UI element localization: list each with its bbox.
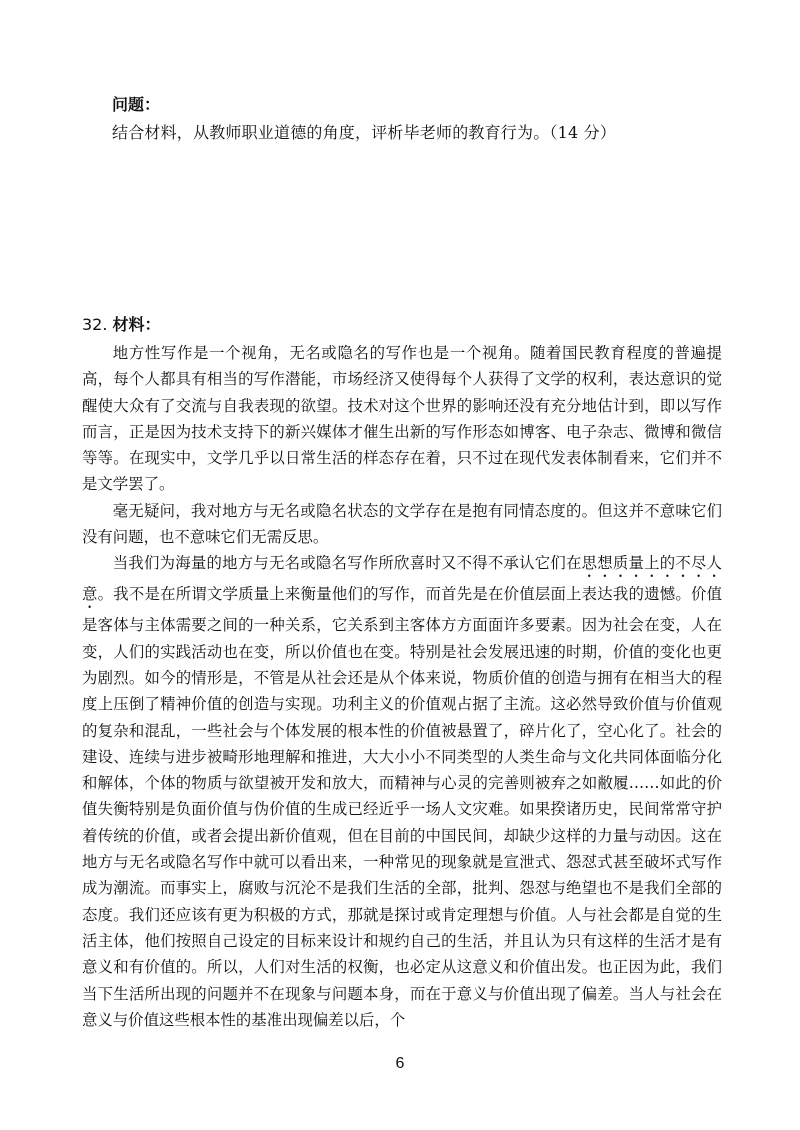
question-heading: 问题： xyxy=(112,95,161,114)
paragraph-3-rest: 。我不是在所谓文学质量上来衡量他们的写作，而首先是在价值层面上表达我的遗憾。价值是客体与主体需要之间的一种关系，它关系到主客体方方面面许多要素。因为社会在变，人在变，人们的实践活动也在变，所以价值也在变。特别是社会发展迅速的时期，价值的变化也更为剧烈。如今的情形是，不管是从社会还是从个体来说，物质价值的创造与拥有在相当大的程度上压倒了精神价值的创造与实现。功利主义的价值观占据了主流。这必然导致价值与价值观的复杂和混乱，一些社会与个体发展的根本性的价值被悬置了，碎片化了，空心化了。社会的建设、连续与进步被畸形地理解和推进，大大小小不同类型的人类生命与文化共同体面临分化和解体，个体的物质与欲望被开发和放大，而精神与心灵的完善则被弃之如敝履……如此的价值失衡特别是负面价值与伪价值的生成已经近乎一场人文灾难。如果揆诸历史，民间常常守护着传统的价值，或者会提出新价值观，但在目前的中国民间，却缺少这样的力量与动因。这在地方与无名或隐名写作中就可以看出来，一种常见的现象就是宣泄式、怨怼式甚至破坏式写作成为潮流。而事实上，腐败与沉沦不是我们生活的全部，批判、怨怼与绝望也不是我们全部的态度。我们还应该有更为积极的方式，那就是探讨或肯定理想与价值。人与社会都是自觉的生活主体，他们按照自己设定的目标来设计和规约自己的生活，并且认为只有这样的生活才是有意义和有价值的。所以，人们对生活的权衡，也必定从这意义和价值出发。也正因为此，我们当下生活所出现的问题并不在现象与问题本身，而在于意义与价值出现了偏差。当人与社会在意义与价值这些根本性的基准出现偏差以后，个 xyxy=(82,585,722,1029)
paragraph-2: 毫无疑问，我对地方与无名或隐名状态的文学存在是抱有同情态度的。但这并不意味它们没有问题，也不意味它们无需反思。 xyxy=(82,501,722,547)
question-text: 结合材料，从教师职业道德的角度，评析毕老师的教育行为。（14 分） xyxy=(112,123,617,142)
question-number: 32. xyxy=(82,315,108,334)
paragraph-3 xyxy=(82,550,722,1033)
paragraph-3-start: 当我们为海量的地方与无名或隐名写作所欣喜时又不得不承认它们在 xyxy=(112,554,582,573)
material-label: 材料： xyxy=(112,315,161,334)
emphasized-phrase: 思想质量上的不尽人意 xyxy=(82,554,722,604)
material-body xyxy=(82,340,722,1033)
section-heading xyxy=(82,312,161,335)
paragraph-1: 地方性写作是一个视角，无名或隐名的写作也是一个视角。随着国民教育程度的普遍提高，每个人都具有相当的写作潜能，市场经济又使得每个人获得了文学的权利，表达意识的觉醒使大众有了交流与自我表现的欲望。技术对这个世界的影响还没有充分地估计到，即以写作而言，正是因为技术支持下的新兴媒体才催生出新的写作形态如博客、电子杂志、微博和微信等等。在现实中，文学几乎以日常生活的样态存在着，只不过在现代发表体制看来，它们并不是文学罢了。 xyxy=(82,344,722,494)
page-number: 6 xyxy=(395,1055,405,1072)
